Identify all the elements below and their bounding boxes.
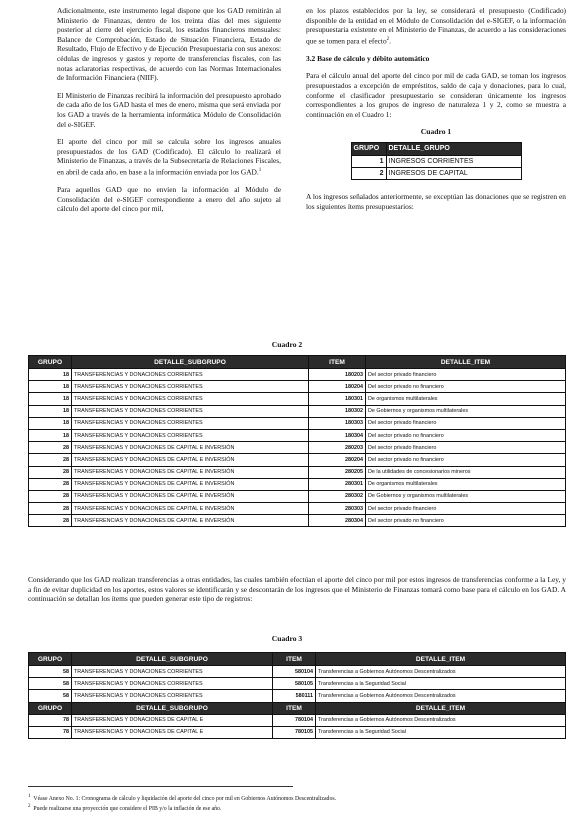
- table-cell-subgrupo: TRANSFERENCIAS Y DONACIONES CORRIENTES: [72, 678, 273, 690]
- table-cell-subgrupo: TRANSFERENCIAS Y DONACIONES DE CAPITAL E INVERSIÓN: [72, 490, 309, 502]
- cuadro3-body-2: [29, 714, 566, 738]
- paragraph-aporte-text: El aporte del cinco por mil se calcula sobre los ingresos anuales presupuestados de los GAD (Codificado). El cálculo lo realizará el Ministerio de Finanzas, a través de la Subsecretaría de Relaciones Fiscales, en abril de cada año, en base a la información enviada por los GAD.: [57, 137, 281, 177]
- table-cell-detalle-item: Del sector privado financiero: [366, 369, 566, 381]
- paragraph-estados-financieros: Adicionalmente, este instrumento legal dispone que los GAD remitirán al Ministerio de Finanzas, dentro de los treinta días del mes siguiente posterior al cierre del ejercicio fiscal, los estados financieros mensuales: Balance de Comprobación, Estado de Situación Financiera, Estado de Resultado, Flujo de Efectivo y de Ejecución Presupuestaria con sus anexos: cédulas de ingresos y gastos y reporte de transferencias fiscales, con las notas aclaratorias respectivas, de acuerdo con las Normas Internacionales de Información Financiera (NIIF).: [57, 6, 281, 83]
- table-row: [29, 454, 566, 466]
- paragraph-transferencias: Considerando que los GAD realizan transferencias a otras entidades, las cuales también efectúan el aporte del cinco por mil por estos ingresos de transferencias conforme a la Ley, y a fin de evitar duplicidad en los aportes, estos valores se identificarán y se descontarán de los ingresos que el Ministerio de Finanzas tomará como base para el cálculo en los GAD. A continuación se detallan los ítems que pueden generar este tipo de registros:: [28, 575, 566, 604]
- table-cell-grupo: 18: [29, 369, 72, 381]
- table-cell-item: 180301: [309, 393, 366, 405]
- table-cell-item: 180203: [309, 369, 366, 381]
- table-cell-grupo: 58: [29, 678, 72, 690]
- paragraph-aporte-cinco-por-mil: [57, 137, 281, 177]
- paragraph-plazos-text: en los plazos establecidos por la ley, se considerará el presupuesto (Codificado) disponible de la entidad en el Módulo de Consolidación del e-SIGEF, o la información presupuestaria existente en el Ministerio de Finanzas, de acuerdo a las consideraciones que se tomen para el efecto: [306, 6, 566, 46]
- footnote-1-number: 1: [28, 794, 31, 799]
- footnote-2: [28, 803, 558, 813]
- table-cell-subgrupo: TRANSFERENCIAS Y DONACIONES CORRIENTES: [72, 393, 309, 405]
- footnote-2-number: 2: [28, 804, 31, 809]
- table-row: [29, 678, 566, 690]
- table-cell-item: 180302: [309, 405, 366, 417]
- right-column: [306, 6, 566, 219]
- table-row: [29, 490, 566, 502]
- table-cell-detalle-item: De Gobiernos y organismos multilaterales: [366, 405, 566, 417]
- cuadro3-header-detalle-item: DETALLE_ITEM: [316, 653, 566, 666]
- footnote-ref-2: 2: [386, 36, 390, 42]
- table-cell-detalle-item: Del sector privado financiero: [366, 503, 566, 515]
- cuadro3-wrapper: [28, 652, 566, 739]
- table-row: [29, 515, 566, 527]
- cuadro2-body: [29, 369, 566, 527]
- cuadro3-title: Cuadro 3: [271, 634, 303, 643]
- section-title: 3.2 Base de cálculo y débito automático: [306, 53, 430, 63]
- table-row: [351, 156, 521, 168]
- left-column: [57, 6, 281, 222]
- table-cell-item: 280203: [309, 442, 366, 454]
- table-cell-grupo: 28: [29, 515, 72, 527]
- cuadro1-title: Cuadro 1: [420, 127, 452, 137]
- table-cell-subgrupo: TRANSFERENCIAS Y DONACIONES DE CAPITAL E: [72, 714, 273, 726]
- table-cell-grupo: 2: [351, 168, 386, 180]
- table-cell-grupo: 1: [351, 156, 386, 168]
- table-cell-item: 280302: [309, 490, 366, 502]
- cuadro2-title: Cuadro 2: [271, 340, 303, 349]
- table-cell-subgrupo: TRANSFERENCIAS Y DONACIONES CORRIENTES: [72, 417, 309, 429]
- table-cell-grupo: 18: [29, 405, 72, 417]
- cuadro3-header-grupo-2: GRUPO: [29, 702, 72, 714]
- cuadro2-header-item: ITEM: [309, 356, 366, 369]
- table-cell-subgrupo: TRANSFERENCIAS Y DONACIONES DE CAPITAL E INVERSIÓN: [72, 503, 309, 515]
- table-cell-item: 780105: [273, 726, 316, 738]
- cuadro2-header-detalle-item: DETALLE_ITEM: [366, 356, 566, 369]
- table-row: [29, 714, 566, 726]
- table-cell-grupo: 28: [29, 490, 72, 502]
- table-cell-item: 780104: [273, 714, 316, 726]
- table-cell-grupo: 28: [29, 478, 72, 490]
- table-cell-grupo: 18: [29, 393, 72, 405]
- cuadro3-header-subgrupo-2: DETALLE_SUBGRUPO: [72, 702, 273, 714]
- table-cell-subgrupo: TRANSFERENCIAS Y DONACIONES CORRIENTES: [72, 369, 309, 381]
- table-cell-detalle-item: Del sector privado no financiero: [366, 454, 566, 466]
- cuadro3-header-detalle-item-2: DETALLE_ITEM: [316, 702, 566, 714]
- cuadro3-header-subgrupo: DETALLE_SUBGRUPO: [72, 653, 273, 666]
- table-cell-subgrupo: TRANSFERENCIAS Y DONACIONES DE CAPITAL E INVERSIÓN: [72, 454, 309, 466]
- footnote-divider: [28, 786, 293, 787]
- table-cell-item: 280205: [309, 466, 366, 478]
- table-row: [29, 369, 566, 381]
- table-cell-subgrupo: TRANSFERENCIAS Y DONACIONES DE CAPITAL E: [72, 726, 273, 738]
- table-cell-grupo: 28: [29, 454, 72, 466]
- table-cell-detalle-item: Del sector privado no financiero: [366, 429, 566, 441]
- table-cell-subgrupo: TRANSFERENCIAS Y DONACIONES CORRIENTES: [72, 429, 309, 441]
- table-cell-subgrupo: TRANSFERENCIAS Y DONACIONES CORRIENTES: [72, 666, 273, 678]
- table-row: [29, 417, 566, 429]
- table-cell-item: 280304: [309, 515, 366, 527]
- table-row: [29, 429, 566, 441]
- cuadro3-header-item: ITEM: [273, 653, 316, 666]
- table-row: [351, 168, 521, 180]
- cuadro1-table: [351, 142, 522, 180]
- footnote-ref-1: 1: [258, 167, 262, 173]
- table-cell-detalle-item: Del sector privado financiero: [366, 442, 566, 454]
- table-cell-grupo: 78: [29, 714, 72, 726]
- table-row: [29, 466, 566, 478]
- table-cell-grupo: 78: [29, 726, 72, 738]
- table-cell-detalle-item: De Gobiernos y organismos multilaterales: [366, 490, 566, 502]
- paragraph-calculo-anual: Para el cálculo anual del aporte del cinco por mil de cada GAD, se toman los ingresos presupuestados a excepción de empréstitos, saldo de caja y donaciones, para lo cual, conforme el clasificador presupuestario se consideran únicamente los ingresos correspondientes a los grupos de ingreso de naturaleza 1 y 2, como se muestra a continuación en el Cuadro 1:: [306, 71, 566, 119]
- table-cell-item: 280204: [309, 454, 366, 466]
- table-cell-detalle-item: Transferencias a la Seguridad Social: [316, 726, 566, 738]
- table-row: [29, 690, 566, 702]
- table-cell-detalle-item: Transferencias a Gobiernos Autónomos Descentralizados: [316, 714, 566, 726]
- table-cell-subgrupo: TRANSFERENCIAS Y DONACIONES CORRIENTES: [72, 381, 309, 393]
- table-row: [29, 442, 566, 454]
- cuadro3-body-1: [29, 666, 566, 703]
- cuadro2-header-grupo: GRUPO: [29, 356, 72, 369]
- paragraph-gad-no-envien: Para aquellos GAD que no envíen la información al Módulo de Consolidación del e-SIGEF correspondiente a enero del año sujeto al cálculo del aporte del cinco por mil,: [57, 184, 281, 214]
- table-cell-detalle-item: Del sector privado no financiero: [366, 515, 566, 527]
- table-cell-grupo: 58: [29, 690, 72, 702]
- cuadro3-repeat-header: [29, 702, 566, 714]
- table-row: [29, 381, 566, 393]
- table-cell-subgrupo: TRANSFERENCIAS Y DONACIONES DE CAPITAL E INVERSIÓN: [72, 478, 309, 490]
- paragraph-excepciones: A los ingresos señalados anteriormente, se exceptúan las donaciones que se registren en los siguientes ítems presupuestarios:: [306, 192, 566, 211]
- table-cell-detalle-item: De organismos multilaterales: [366, 478, 566, 490]
- paragraph-plazos: en los plazos establecidos por la ley, se considerará el presupuesto (Codificado) disponible de la entidad en el Módulo de Consolidación del e-SIGEF, o la información presupuestaria existente en el Ministerio de Finanzas, de acuerdo a las consideraciones que se tomen para el efecto$^2$.: [306, 6, 566, 46]
- table-cell-grupo: 28: [29, 466, 72, 478]
- table-cell-detalle-item: Transferencias a Gobiernos Autónomos Descentralizados: [316, 690, 566, 702]
- table-cell-detalle: INGRESOS DE CAPITAL: [386, 168, 521, 180]
- table-cell-grupo: 28: [29, 503, 72, 515]
- table-row: [29, 726, 566, 738]
- footnote-2-text: Puede realizarse una proyección que considere el PIB y/o la inflación de ese año.: [33, 805, 222, 812]
- table-cell-item: 580105: [273, 678, 316, 690]
- table-cell-detalle-item: Transferencias a Gobiernos Autónomos Descentralizados: [316, 666, 566, 678]
- table-cell-subgrupo: TRANSFERENCIAS Y DONACIONES DE CAPITAL E INVERSIÓN: [72, 466, 309, 478]
- table-cell-grupo: 28: [29, 442, 72, 454]
- table-row: [29, 405, 566, 417]
- table-cell-detalle: INGRESOS CORRIENTES: [386, 156, 521, 168]
- table-cell-item: 180304: [309, 429, 366, 441]
- footnote-1-text: Véase Anexo No. 1: Cronograma de cálculo y liquidación del aporte del cinco por mil en Gobiernos Autónomos Descentralizados.: [33, 795, 337, 802]
- cuadro2-wrapper: [28, 355, 566, 527]
- table-cell-detalle-item: Del sector privado no financiero: [366, 381, 566, 393]
- table-cell-item: 580104: [273, 666, 316, 678]
- table-row: [29, 478, 566, 490]
- table-cell-subgrupo: TRANSFERENCIAS Y DONACIONES CORRIENTES: [72, 405, 309, 417]
- paragraph-presupuesto-aprobado: El Ministerio de Finanzas recibirá la información del presupuesto aprobado de cada año de los GAD hasta el mes de enero, misma que será enviada por los GAD a través de la herramienta informática Módulo de Consolidación del e-SIGEF.: [57, 90, 281, 129]
- cuadro1-header-detalle: DETALLE_GRUPO: [386, 143, 521, 156]
- footnote-1: [28, 793, 558, 803]
- table-row: [29, 666, 566, 678]
- table-cell-subgrupo: TRANSFERENCIAS Y DONACIONES CORRIENTES: [72, 690, 273, 702]
- table-cell-grupo: 18: [29, 381, 72, 393]
- table-cell-item: 180204: [309, 381, 366, 393]
- cuadro2-table: [28, 355, 566, 527]
- table-cell-grupo: 18: [29, 417, 72, 429]
- table-cell-subgrupo: TRANSFERENCIAS Y DONACIONES DE CAPITAL E INVERSIÓN: [72, 515, 309, 527]
- cuadro2-header-subgrupo: DETALLE_SUBGRUPO: [72, 356, 309, 369]
- table-row: [29, 503, 566, 515]
- table-cell-item: 280303: [309, 503, 366, 515]
- table-row: [29, 393, 566, 405]
- cuadro3-header-grupo: GRUPO: [29, 653, 72, 666]
- table-cell-grupo: 58: [29, 666, 72, 678]
- table-cell-detalle-item: Del sector privado financiero: [366, 417, 566, 429]
- table-cell-grupo: 18: [29, 429, 72, 441]
- cuadro3-header-item-2: ITEM: [273, 702, 316, 714]
- table-cell-item: 280301: [309, 478, 366, 490]
- table-cell-item: 180303: [309, 417, 366, 429]
- table-cell-detalle-item: De la utilidades de concesionarios mineros: [366, 466, 566, 478]
- table-cell-detalle-item: Transferencias a la Seguridad Social: [316, 678, 566, 690]
- table-cell-detalle-item: De organismos multilaterales: [366, 393, 566, 405]
- cuadro1-header-grupo: GRUPO: [351, 143, 386, 156]
- cuadro3-table: [28, 652, 566, 739]
- table-cell-item: 580111: [273, 690, 316, 702]
- table-cell-subgrupo: TRANSFERENCIAS Y DONACIONES DE CAPITAL E INVERSIÓN: [72, 442, 309, 454]
